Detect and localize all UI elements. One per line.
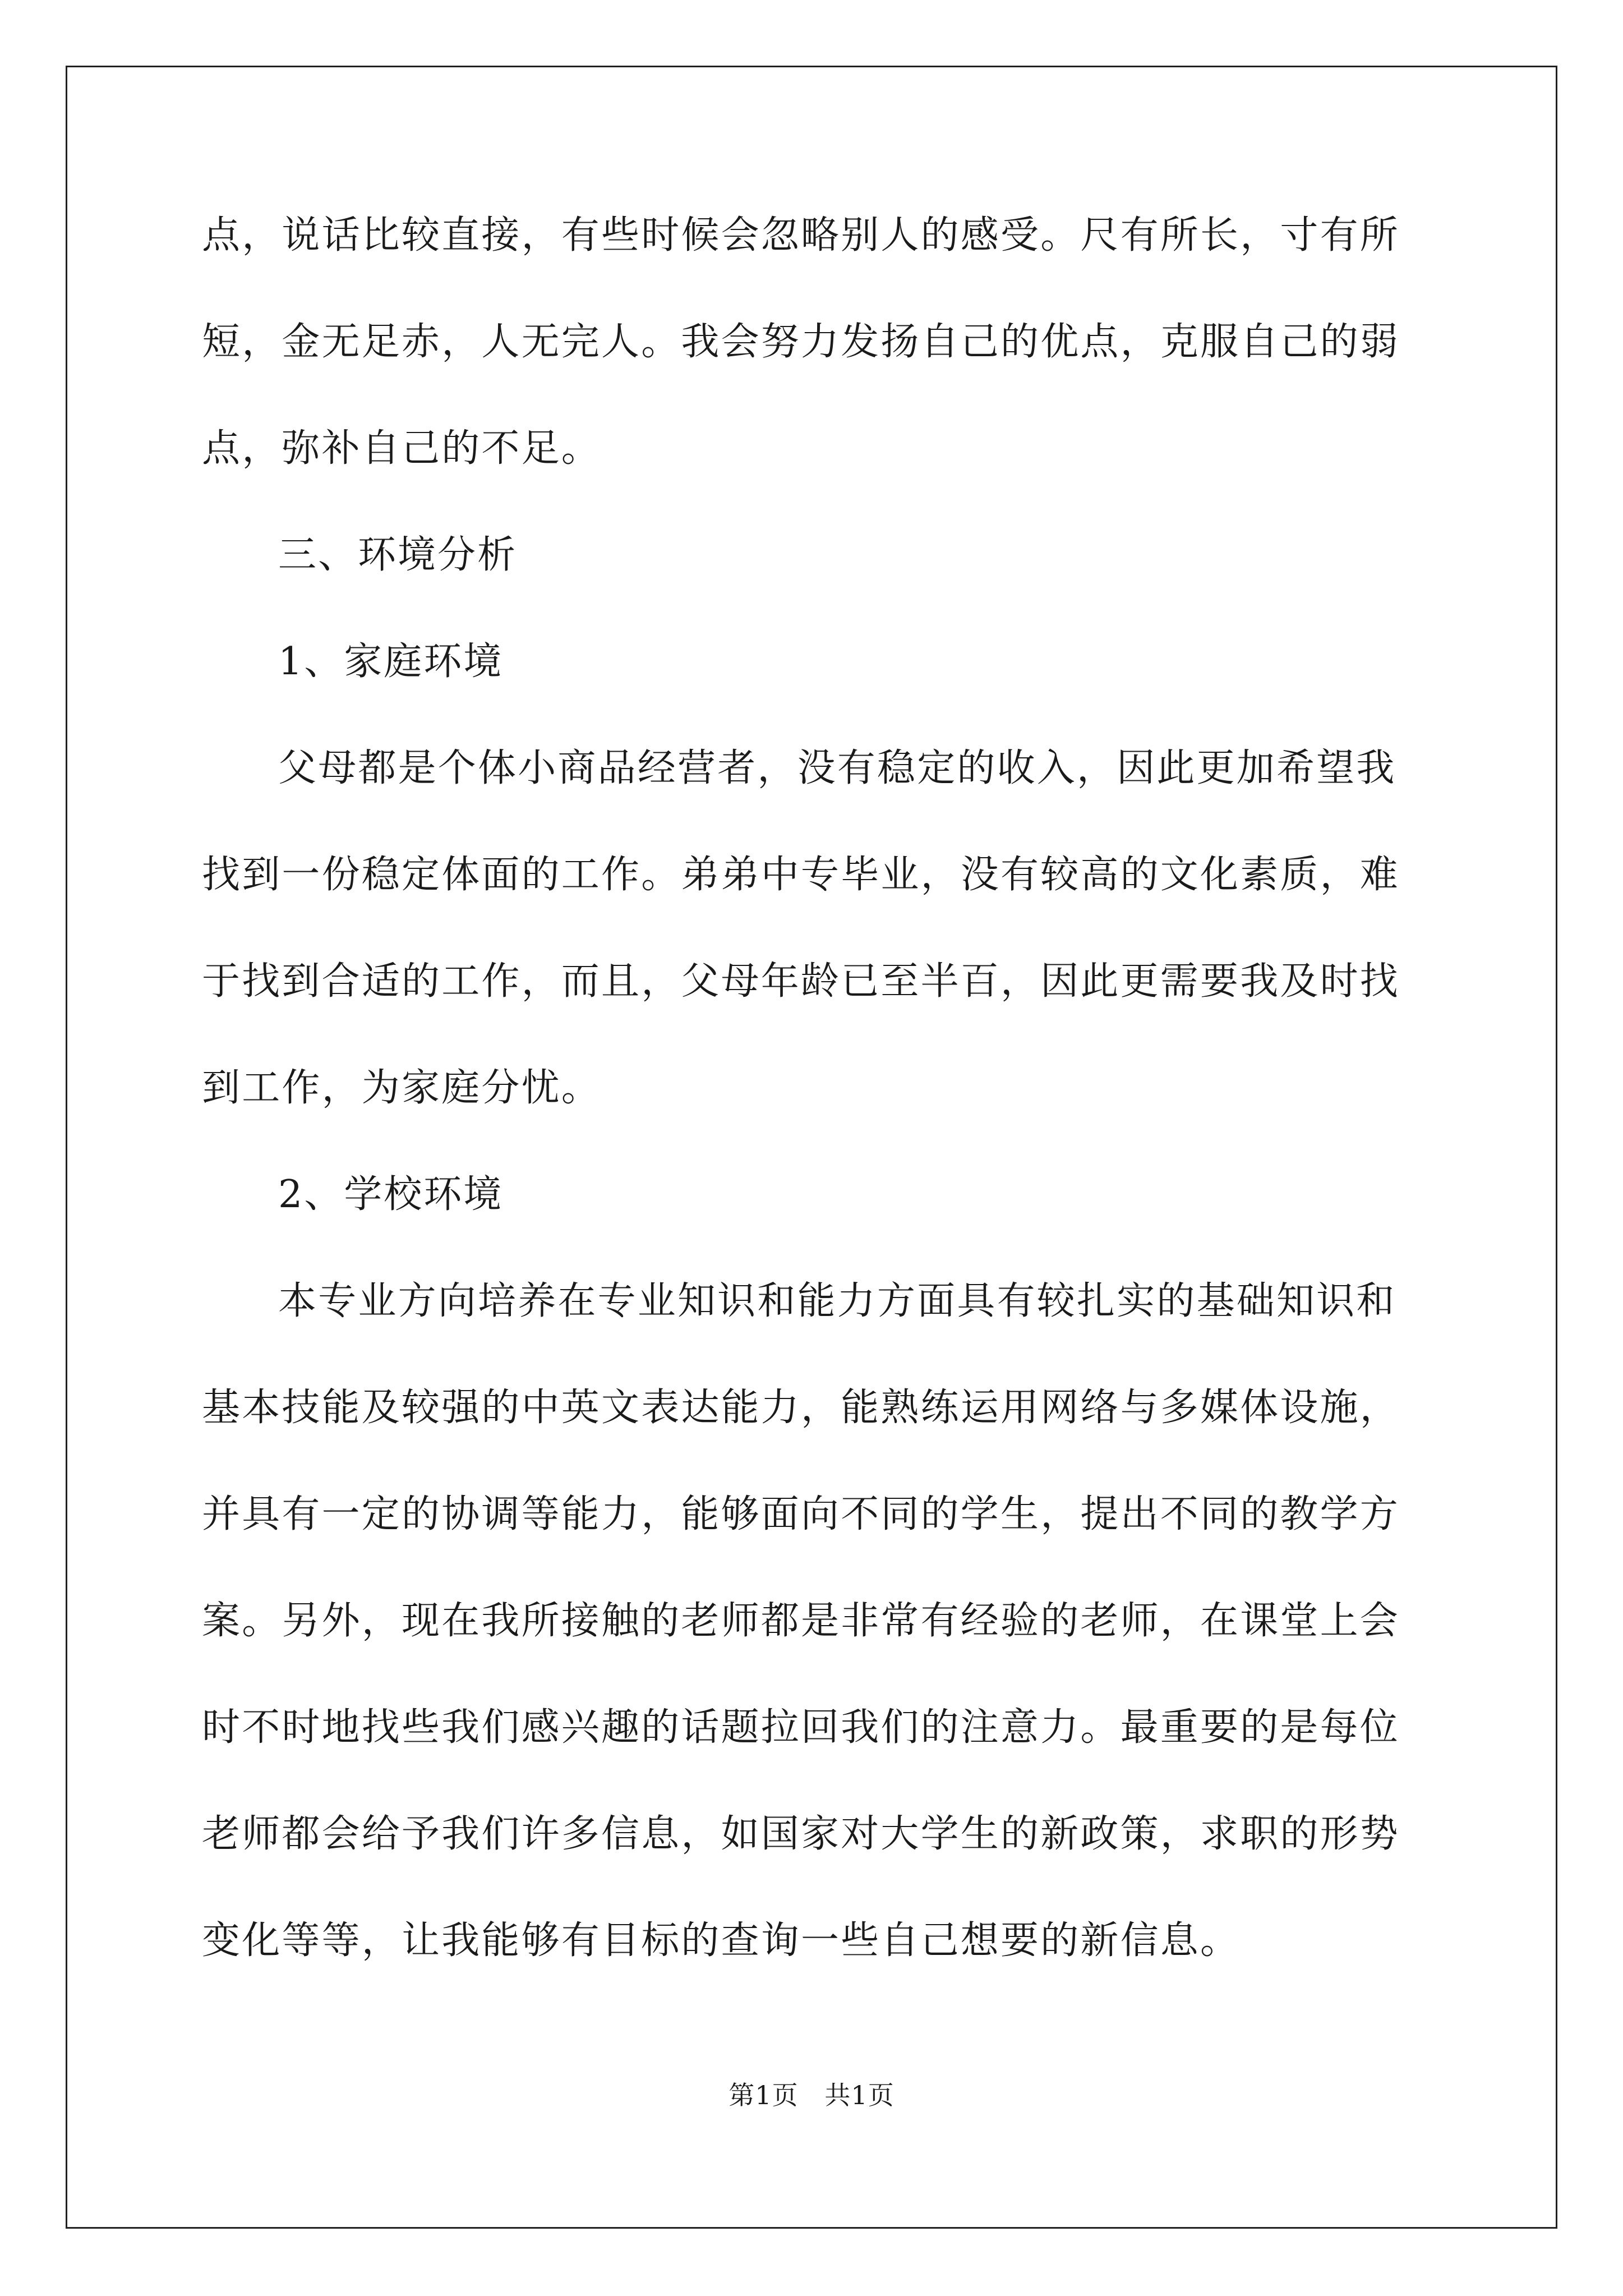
subsection-heading: 1、家庭环境: [278, 639, 504, 684]
paragraph-line: 短，金无足赤，人无完人。我会努力发扬自己的优点，克服自己的弱: [202, 320, 1400, 364]
subsection-heading: 2、学校环境: [278, 1172, 504, 1217]
paragraph-line: 于找到合适的工作，而且，父母年龄已至半百，因此更需要我及时找: [202, 959, 1400, 1004]
section-heading: 三、环境分析: [278, 533, 518, 577]
paragraph-line: 案。另外，现在我所接触的老师都是非常有经验的老师，在课堂上会: [202, 1599, 1400, 1643]
page-border: [66, 66, 1557, 2229]
paragraph-line: 基本技能及较强的中英文表达能力，能熟练运用网络与多媒体设施，: [202, 1386, 1400, 1430]
page-footer: 第1页 共1页: [728, 2080, 895, 2110]
paragraph-line: 到工作，为家庭分忧。: [202, 1066, 602, 1110]
paragraph-line: 老师都会给予我们许多信息，如国家对大学生的新政策，求职的形势: [202, 1812, 1400, 1856]
paragraph-line: 本专业方向培养在专业知识和能力方面具有较扎实的基础知识和: [278, 1279, 1396, 1323]
paragraph-line: 点，弥补自己的不足。: [202, 426, 602, 471]
paragraph-line: 并具有一定的协调等能力，能够面向不同的学生，提出不同的教学方: [202, 1492, 1400, 1536]
paragraph-line: 点，说话比较直接，有些时候会忽略别人的感受。尺有所长，寸有所: [202, 213, 1400, 257]
paragraph-line: 时不时地找些我们感兴趣的话题拉回我们的注意力。最重要的是每位: [202, 1705, 1400, 1750]
paragraph-line: 变化等等，让我能够有目标的查询一些自己想要的新信息。: [202, 1918, 1241, 1963]
paragraph-line: 父母都是个体小商品经营者，没有稳定的收入，因此更加希望我: [278, 746, 1396, 790]
paragraph-line: 找到一份稳定体面的工作。弟弟中专毕业，没有较高的文化素质，难: [202, 853, 1400, 897]
